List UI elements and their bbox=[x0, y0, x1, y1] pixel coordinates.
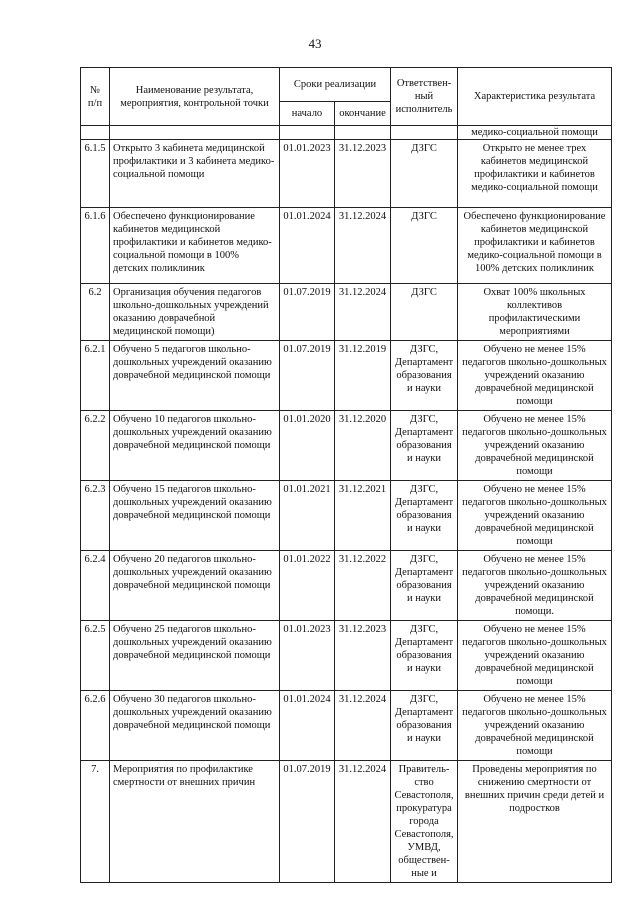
row-name: Обеспечено функционирование кабинетов медицинской профилактики и кабинетов медико-социальной помощи в 100% детских поликлиник bbox=[110, 208, 280, 284]
row-end-date: 31.12.2019 bbox=[335, 341, 391, 411]
row-end-date: 31.12.2023 bbox=[335, 621, 391, 691]
row-result: Обучено не менее 15% педагогов школьно-дошкольных учреждений оказанию доврачебной медицинской помощи. bbox=[458, 551, 612, 621]
row-result: Обучено не менее 15% педагогов школьно-дошкольных учреждений оказанию доврачебной медицинской помощи bbox=[458, 691, 612, 761]
header-terms: Сроки реализации bbox=[280, 68, 391, 102]
row-number: 6.1.5 bbox=[81, 140, 110, 208]
row-name: Обучено 30 педагогов школьно-дошкольных учреждений оказанию доврачебной медицинской помощи bbox=[110, 691, 280, 761]
row-number: 6.2.1 bbox=[81, 341, 110, 411]
continuation-row bbox=[81, 126, 612, 140]
table-row bbox=[81, 411, 612, 481]
row-responsible: ДЗГС, Департамент образования и науки bbox=[391, 691, 458, 761]
row-responsible: ДЗГС, Департамент образования и науки bbox=[391, 341, 458, 411]
row-end-date: 31.12.2022 bbox=[335, 551, 391, 621]
row-name: Мероприятия по профилактике смертности от внешних причин bbox=[110, 761, 280, 883]
header-start: начало bbox=[280, 102, 335, 126]
table-row bbox=[81, 284, 612, 341]
table-row bbox=[81, 341, 612, 411]
row-responsible: ДЗГС bbox=[391, 140, 458, 208]
row-name: Обучено 5 педагогов школьно-дошкольных учреждений оказанию доврачебной медицинской помощи bbox=[110, 341, 280, 411]
row-end-date: 31.12.2024 bbox=[335, 284, 391, 341]
row-end-date: 31.12.2024 bbox=[335, 208, 391, 284]
row-result: Обучено не менее 15% педагогов школьно-дошкольных учреждений оказанию доврачебной медицинской помощи bbox=[458, 341, 612, 411]
row-name: Организация обучения педагогов школьно-дошкольных учреждений оказанию доврачебной медицинской помощи) bbox=[110, 284, 280, 341]
row-start-date: 01.07.2019 bbox=[280, 341, 335, 411]
row-name: Обучено 20 педагогов школьно-дошкольных учреждений оказанию доврачебной медицинской помощи bbox=[110, 551, 280, 621]
row-end-date: 31.12.2020 bbox=[335, 411, 391, 481]
row-result: Обучено не менее 15% педагогов школьно-дошкольных учреждений оказанию доврачебной медицинской помощи bbox=[458, 481, 612, 551]
row-start-date: 01.07.2019 bbox=[280, 284, 335, 341]
row-result: Обучено не менее 15% педагогов школьно-дошкольных учреждений оказанию доврачебной медицинской помощи bbox=[458, 411, 612, 481]
row-responsible: ДЗГС bbox=[391, 208, 458, 284]
row-number: 7. bbox=[81, 761, 110, 883]
header-responsible: Ответствен-ный исполнитель bbox=[391, 68, 458, 126]
continuation-result: медико-социальной помощи bbox=[458, 126, 612, 140]
row-end-date: 31.12.2024 bbox=[335, 691, 391, 761]
table-row bbox=[81, 208, 612, 284]
row-name: Обучено 25 педагогов школьно-дошкольных учреждений оказанию доврачебной медицинской помощи bbox=[110, 621, 280, 691]
table-row bbox=[81, 481, 612, 551]
row-number: 6.2.3 bbox=[81, 481, 110, 551]
row-responsible: ДЗГС, Департамент образования и науки bbox=[391, 481, 458, 551]
row-start-date: 01.01.2023 bbox=[280, 621, 335, 691]
header-end: окончание bbox=[335, 102, 391, 126]
row-start-date: 01.07.2019 bbox=[280, 761, 335, 883]
row-end-date: 31.12.2021 bbox=[335, 481, 391, 551]
header-name: Наименование результата, мероприятия, контрольной точки bbox=[110, 68, 280, 126]
row-result: Охват 100% школьных коллективов профилактическими мероприятиями bbox=[458, 284, 612, 341]
row-number: 6.2.4 bbox=[81, 551, 110, 621]
table-row bbox=[81, 761, 612, 883]
row-end-date: 31.12.2024 bbox=[335, 761, 391, 883]
row-result: Проведены мероприятия по снижению смертности от внешних причин среди детей и подростков bbox=[458, 761, 612, 883]
table-row bbox=[81, 140, 612, 208]
row-name: Обучено 15 педагогов школьно-дошкольных учреждений оказанию доврачебной медицинской помощи bbox=[110, 481, 280, 551]
row-number: 6.2.6 bbox=[81, 691, 110, 761]
row-responsible: Правитель-ство Севастополя, прокуратура города Севастополя, УМВД, обществен-ные и bbox=[391, 761, 458, 883]
row-start-date: 01.01.2024 bbox=[280, 691, 335, 761]
row-end-date: 31.12.2023 bbox=[335, 140, 391, 208]
row-responsible: ДЗГС, Департамент образования и науки bbox=[391, 621, 458, 691]
row-result: Обучено не менее 15% педагогов школьно-дошкольных учреждений оказанию доврачебной медицинской помощи bbox=[458, 621, 612, 691]
row-start-date: 01.01.2020 bbox=[280, 411, 335, 481]
page-number: 43 bbox=[308, 36, 322, 51]
table-row bbox=[81, 621, 612, 691]
header-result: Характеристика результата bbox=[458, 68, 612, 126]
row-number: 6.2 bbox=[81, 284, 110, 341]
row-responsible: ДЗГС, Департамент образования и науки bbox=[391, 551, 458, 621]
row-name: Обучено 10 педагогов школьно-дошкольных учреждений оказанию доврачебной медицинской помощи bbox=[110, 411, 280, 481]
implementation-plan-table bbox=[80, 67, 612, 883]
row-number: 6.2.5 bbox=[81, 621, 110, 691]
table-row bbox=[81, 691, 612, 761]
row-start-date: 01.01.2022 bbox=[280, 551, 335, 621]
table-row bbox=[81, 551, 612, 621]
row-number: 6.2.2 bbox=[81, 411, 110, 481]
row-responsible: ДЗГС, Департамент образования и науки bbox=[391, 411, 458, 481]
row-start-date: 01.01.2021 bbox=[280, 481, 335, 551]
row-number: 6.1.6 bbox=[81, 208, 110, 284]
row-start-date: 01.01.2024 bbox=[280, 208, 335, 284]
row-start-date: 01.01.2023 bbox=[280, 140, 335, 208]
header-num: № п/п bbox=[81, 68, 110, 126]
row-result: Открыто не менее трех кабинетов медицинской профилактики и кабинетов медико-социальной помощи bbox=[458, 140, 612, 208]
row-name: Открыто 3 кабинета медицинской профилактики и 3 кабинета медико-социальной помощи bbox=[110, 140, 280, 208]
row-result: Обеспечено функционирование кабинетов медицинской профилактики и кабинетов медико-социальной помощи в 100% детских поликлиник bbox=[458, 208, 612, 284]
row-responsible: ДЗГС bbox=[391, 284, 458, 341]
